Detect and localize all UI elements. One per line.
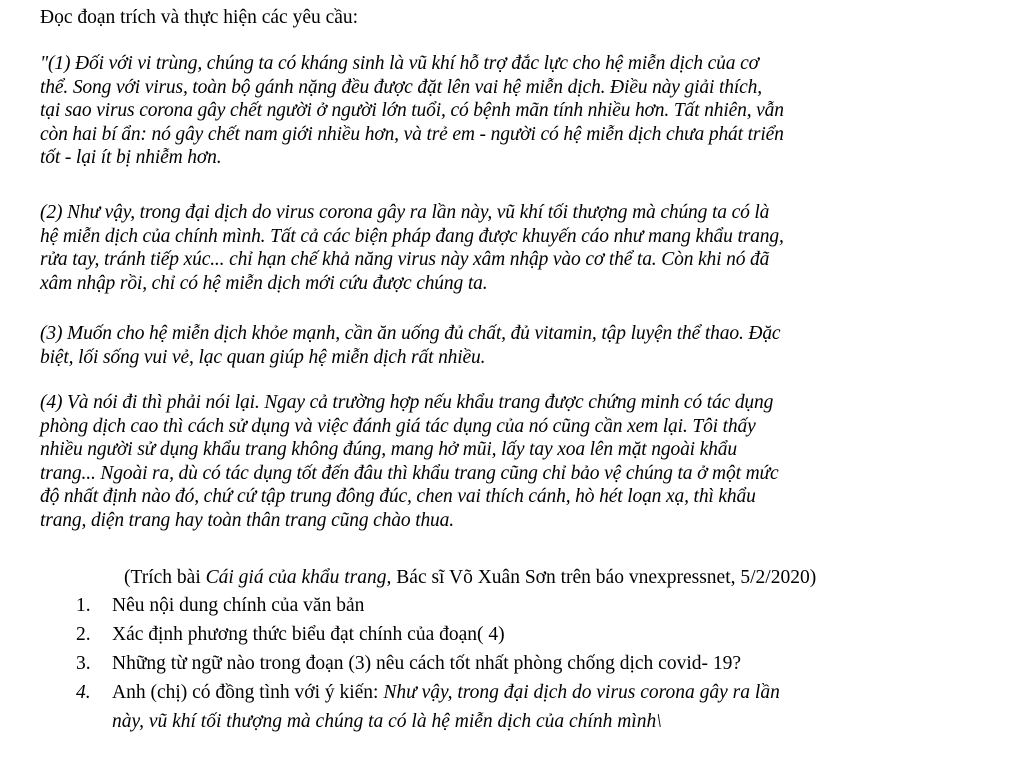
question-quote: Như vậy, trong đại dịch do virus corona gây ra lần: [383, 682, 780, 703]
question-number: 4.: [76, 682, 91, 703]
question-text: Nêu nội dung chính của văn bản: [112, 595, 365, 616]
paragraph-line: phòng dịch cao thì cách sử dụng và việc đánh giá tác dụng của nó cũng cần xem lại. Tôi thấy: [40, 415, 756, 437]
paragraph-line: độ nhất định nào đó, chứ cứ tập trung đông đúc, chen vai thích cánh, hò hét loạn xạ, thì khẩu: [40, 486, 756, 508]
paragraph-line: xâm nhập rồi, chỉ có hệ miễn dịch mới cứu được chúng ta.: [40, 272, 488, 294]
paragraph-line: trang... Ngoài ra, dù có tác dụng tốt đến đâu thì khẩu trang cũng chỉ bảo vệ chúng ta ở một mức: [40, 462, 779, 484]
source-citation: [124, 566, 816, 590]
question-item-2: [76, 620, 976, 649]
question-item-4: [76, 678, 976, 736]
paragraph-line: "(1) Đối với vi trùng, chúng ta có kháng sinh là vũ khí hỗ trợ đắc lực cho hệ miễn dịch của cơ: [40, 53, 759, 74]
question-text: Những từ ngữ nào trong đoạn (3) nêu cách tốt nhất phòng chống dịch covid- 19?: [112, 653, 742, 674]
paragraph-line: tốt - lại ít bị nhiễm hơn.: [40, 147, 222, 169]
paragraph-line: rửa tay, tránh tiếp xúc... chỉ hạn chế khả năng virus này xâm nhập vào cơ thể ta. Còn khi nó đã: [40, 249, 770, 271]
citation-work-title: Cái giá của khẩu trang,: [205, 567, 392, 588]
citation-prefix: (Trích bài: [124, 567, 206, 588]
question-text: Xác định phương thức biểu đạt chính của đoạn( 4): [112, 624, 505, 645]
paragraph-line: nhiều người sử dụng khẩu trang không đúng, mang hở mũi, lấy tay xoa lên mặt ngoài khẩu: [40, 439, 737, 461]
excerpt-paragraph-1: [40, 52, 960, 170]
question-quote-continued: này, vũ khí tối thượng mà chúng ta có là hệ miễn dịch của chính mình\: [112, 711, 662, 732]
excerpt-paragraph-2: [40, 201, 960, 295]
instruction-heading: Đọc đoạn trích và thực hiện các yêu cầu:: [40, 7, 359, 28]
paragraph-line: (4) Và nói đi thì phải nói lại. Ngay cả trường hợp nếu khẩu trang được chứng minh có tác dụng: [40, 392, 774, 413]
citation-suffix: Bác sĩ Võ Xuân Sơn trên báo vnexpressnet, 5/2/2020): [391, 567, 817, 588]
question-list: [76, 591, 976, 736]
question-text: Anh (chị) có đồng tình với ý kiến:: [112, 682, 384, 703]
paragraph-line: trang, diện trang hay toàn thân trang cũng chào thua.: [40, 509, 454, 531]
excerpt-paragraph-3: [40, 322, 960, 369]
question-number: 2.: [76, 624, 91, 645]
paragraph-line: biệt, lối sống vui vẻ, lạc quan giúp hệ miễn dịch rất nhiều.: [40, 346, 486, 368]
question-number: 3.: [76, 653, 91, 674]
paragraph-line: thể. Song với virus, toàn bộ gánh nặng đều được đặt lên vai hệ miễn dịch. Điều này giải thích,: [40, 76, 762, 98]
question-item-1: [76, 591, 976, 620]
paragraph-line: (2) Như vậy, trong đại dịch do virus corona gây ra lần này, vũ khí tối thượng mà chúng ta có là: [40, 202, 770, 223]
excerpt-paragraph-4: [40, 391, 960, 533]
paragraph-line: tại sao virus corona gây chết người ở người lớn tuổi, có bệnh mãn tính nhiều hơn. Tất nhiên, vẫn: [40, 100, 784, 122]
paragraph-line: hệ miễn dịch của chính mình. Tất cả các biện pháp đang được khuyến cáo như mang khẩu trang,: [40, 225, 784, 247]
question-item-3: [76, 649, 976, 678]
question-number: 1.: [76, 595, 91, 616]
paragraph-line: còn hai bí ẩn: nó gây chết nam giới nhiều hơn, và trẻ em - người có hệ miễn dịch chưa phát triển: [40, 123, 784, 145]
paragraph-line: (3) Muốn cho hệ miễn dịch khỏe mạnh, cần ăn uống đủ chất, đủ vitamin, tập luyện thể thao. Đặc: [40, 323, 781, 344]
